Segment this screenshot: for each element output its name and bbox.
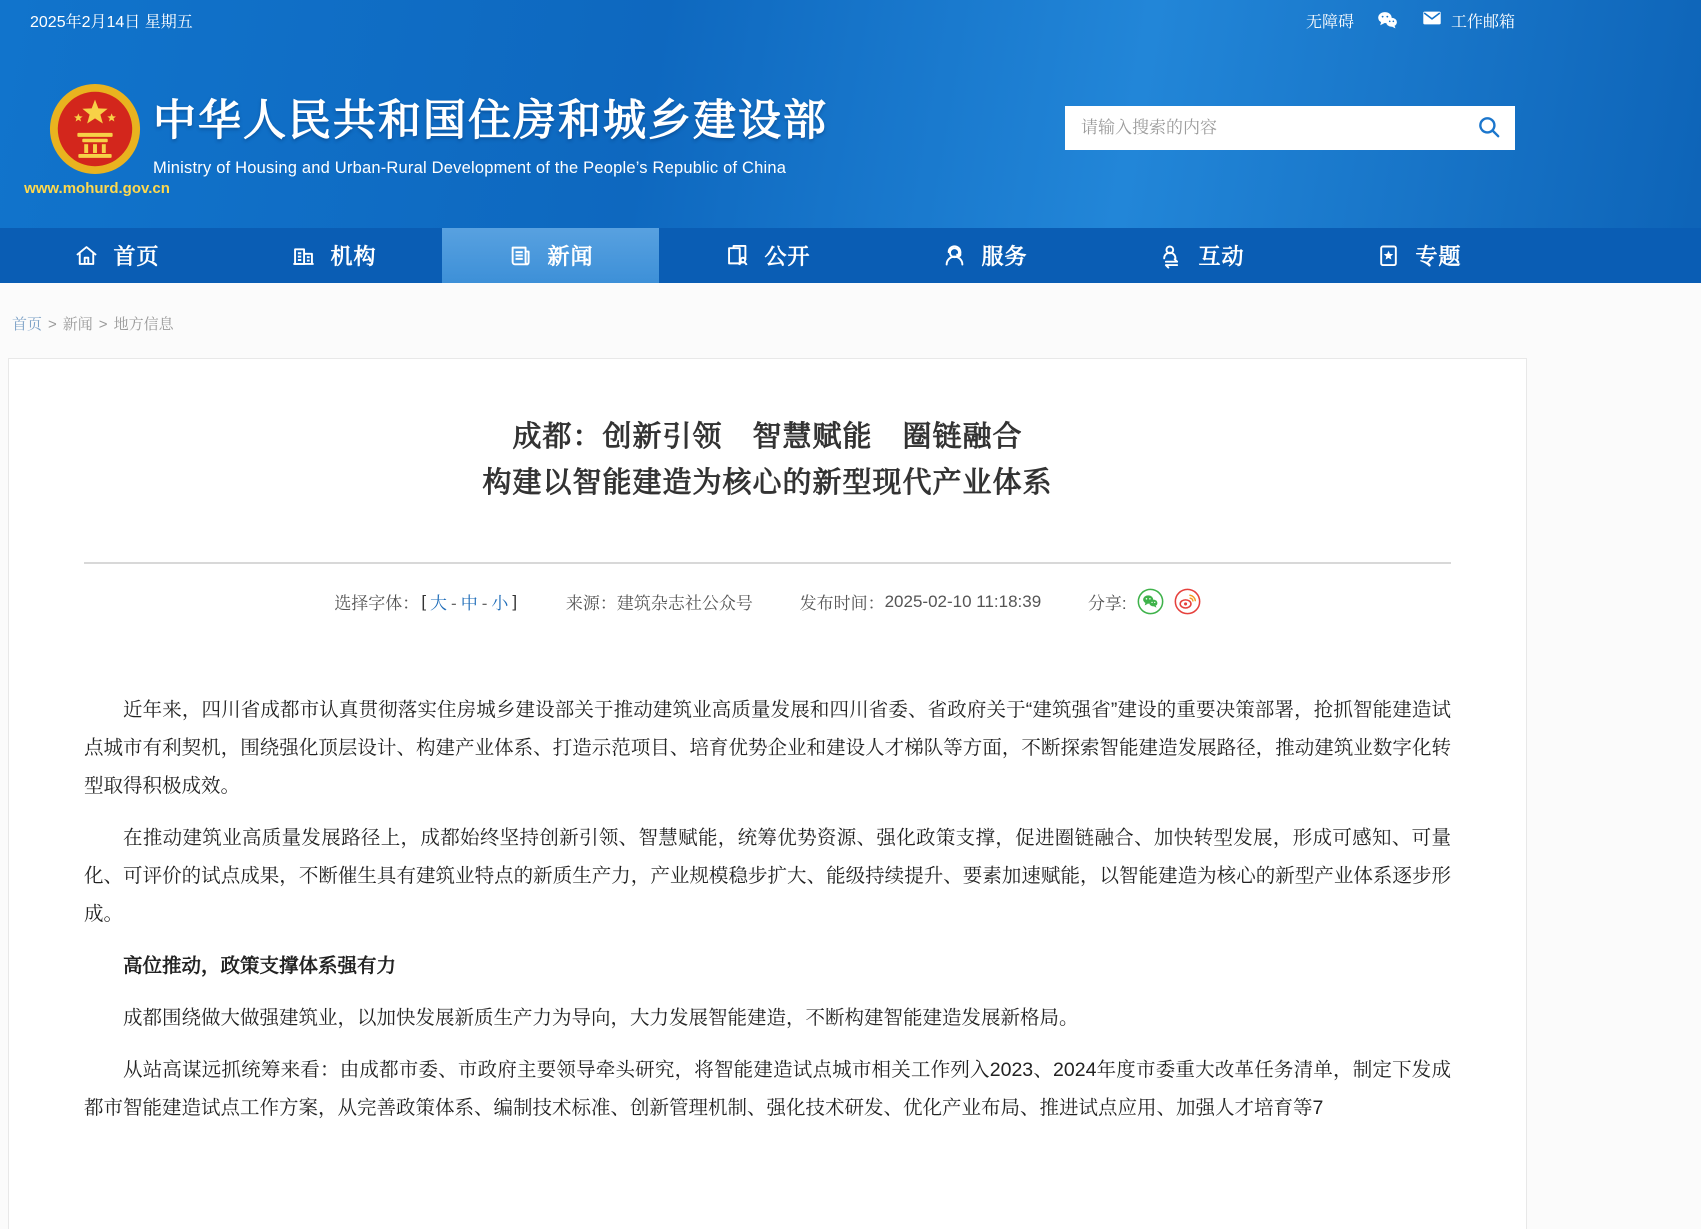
breadcrumb-separator: >: [48, 316, 57, 333]
topbar-links: [1306, 7, 1515, 34]
font-size-option[interactable]: 中: [460, 594, 478, 613]
interaction-icon: [1158, 242, 1185, 269]
article-meta: [9, 588, 1526, 615]
article-subheading: 高位推动，政策支撑体系强有力: [123, 955, 397, 977]
organization-icon: [290, 242, 317, 269]
service-icon: [941, 242, 968, 269]
nav-label: 机构: [330, 244, 377, 269]
article-paragraph: 从站高谋远抓统筹来看：由成都市委、市政府主要领导牵头研究，将智能建造试点城市相关工作列入2023、2024年度市委重大改革任务清单，制定下发成都市智能建造试点工作方案，从完善政策体系、编制技术标准、创新管理机制、强化技术研发、优化产业布局、推进试点应用、加强人才培育等7: [84, 1059, 1451, 1119]
article-paragraph: 近年来，四川省成都市认真贯彻落实住房城乡建设部关于推动建筑业高质量发展和四川省委、省政府关于“建筑强省”建设的重要决策部署，抢抓智能建造试点城市有利契机，围绕强化顶层设计、构建产业体系、打造示范项目、培育优势企业和建设人才梯队等方面，不断探索智能建造发展路径，推动建筑业数字化转型取得积极成效。: [84, 699, 1451, 797]
main-nav: [0, 228, 1701, 283]
breadcrumb-separator: >: [98, 316, 108, 333]
title-divider: [84, 562, 1451, 564]
share-weibo-icon[interactable]: [1174, 588, 1201, 615]
article-container: [8, 358, 1527, 1229]
disclosure-icon: [724, 242, 751, 269]
nav-item-open[interactable]: [659, 228, 876, 283]
home-icon: [73, 242, 100, 269]
site-url: www.mohurd.gov.cn: [24, 180, 170, 197]
masthead: [8, 40, 1527, 228]
nav-item-news[interactable]: [442, 228, 659, 283]
topbar: [0, 0, 1701, 40]
nav-label: 新闻: [547, 244, 594, 269]
source-label: 来源：: [565, 594, 617, 613]
article-title: [9, 359, 1526, 506]
breadcrumb-item[interactable]: 新闻: [62, 316, 93, 333]
nav-item-interact[interactable]: [1093, 228, 1310, 283]
nav-item-home[interactable]: [8, 228, 225, 283]
mailbox-link[interactable]: [1421, 7, 1515, 34]
site-header: [0, 0, 1701, 283]
font-size-option[interactable]: 小: [491, 594, 509, 613]
nav-item-org[interactable]: [225, 228, 442, 283]
site-subtitle-en: Ministry of Housing and Urban-Rural Development of the People’s Republic of China: [153, 159, 787, 177]
accessibility-link[interactable]: 无障碍: [1305, 13, 1354, 31]
source-value: 建筑杂志社公众号: [616, 594, 753, 613]
font-size-option[interactable]: 大: [430, 594, 448, 613]
article-source: [566, 589, 753, 614]
font-size-separator: -: [451, 594, 457, 613]
nav-label: 互动: [1198, 244, 1245, 269]
search-input[interactable]: [1065, 106, 1515, 150]
nav-label: 服务: [981, 244, 1028, 269]
time-value: 2025-02-10 11:18:39: [884, 591, 1042, 611]
article-title-line2: 构建以智能建造为核心的新型现代产业体系: [482, 467, 1053, 499]
breadcrumb: [8, 283, 1527, 358]
article-title-line1: 成都：创新引领 智慧赋能 圈链融合: [512, 421, 1023, 453]
news-icon: [507, 242, 534, 269]
topics-icon: [1375, 242, 1402, 269]
font-select-label: 选择字体：: [334, 594, 420, 613]
nav-label: 公开: [764, 244, 811, 269]
mailbox-label: 工作邮箱: [1450, 13, 1515, 31]
search-button[interactable]: [1467, 106, 1511, 150]
bracket-open: [: [421, 591, 427, 611]
article-paragraph: 成都围绕做大做强建筑业，以加快发展新质生产力为导向，大力发展智能建造，不断构建智能建造发展新格局。: [123, 1007, 1079, 1029]
font-size-separator: -: [481, 594, 488, 613]
search-box: [1065, 106, 1515, 150]
share-wechat-icon[interactable]: [1137, 588, 1164, 615]
breadcrumb-item[interactable]: 地方信息: [113, 316, 174, 333]
search-icon: [1476, 114, 1502, 143]
wechat-icon[interactable]: [1376, 9, 1399, 32]
date-text: 2025年2月14日 星期五: [30, 13, 193, 31]
article-paragraph: 在推动建筑业高质量发展路径上，成都始终坚持创新引领、智慧赋能，统筹优势资源、强化政策支撑，促进圈链融合、加快转型发展，形成可感知、可量化、可评价的试点成果，不断催生具有建筑业特点的新质生产力，产业规模稳步扩大、能级持续提升、要素加速赋能，以智能建造为核心的新型产业体系逐步形成。: [84, 827, 1451, 925]
publish-time: [800, 589, 1042, 614]
site-title: 中华人民共和国住房和城乡建设部: [153, 97, 828, 145]
nav-item-service[interactable]: [876, 228, 1093, 283]
time-label: 发布时间：: [799, 594, 885, 613]
font-size-selector: [334, 589, 519, 614]
nav-item-topic[interactable]: [1310, 228, 1527, 283]
breadcrumb-item[interactable]: 首页: [12, 316, 43, 333]
mail-icon: [1421, 7, 1443, 34]
bracket-close: ]: [512, 591, 518, 611]
nav-label: 首页: [113, 244, 160, 269]
nav-label: 专题: [1415, 244, 1462, 269]
share-label: 分享:: [1087, 594, 1127, 613]
share-group: [1088, 588, 1201, 615]
article-body: [9, 691, 1526, 1127]
national-emblem-logo: [48, 82, 142, 176]
